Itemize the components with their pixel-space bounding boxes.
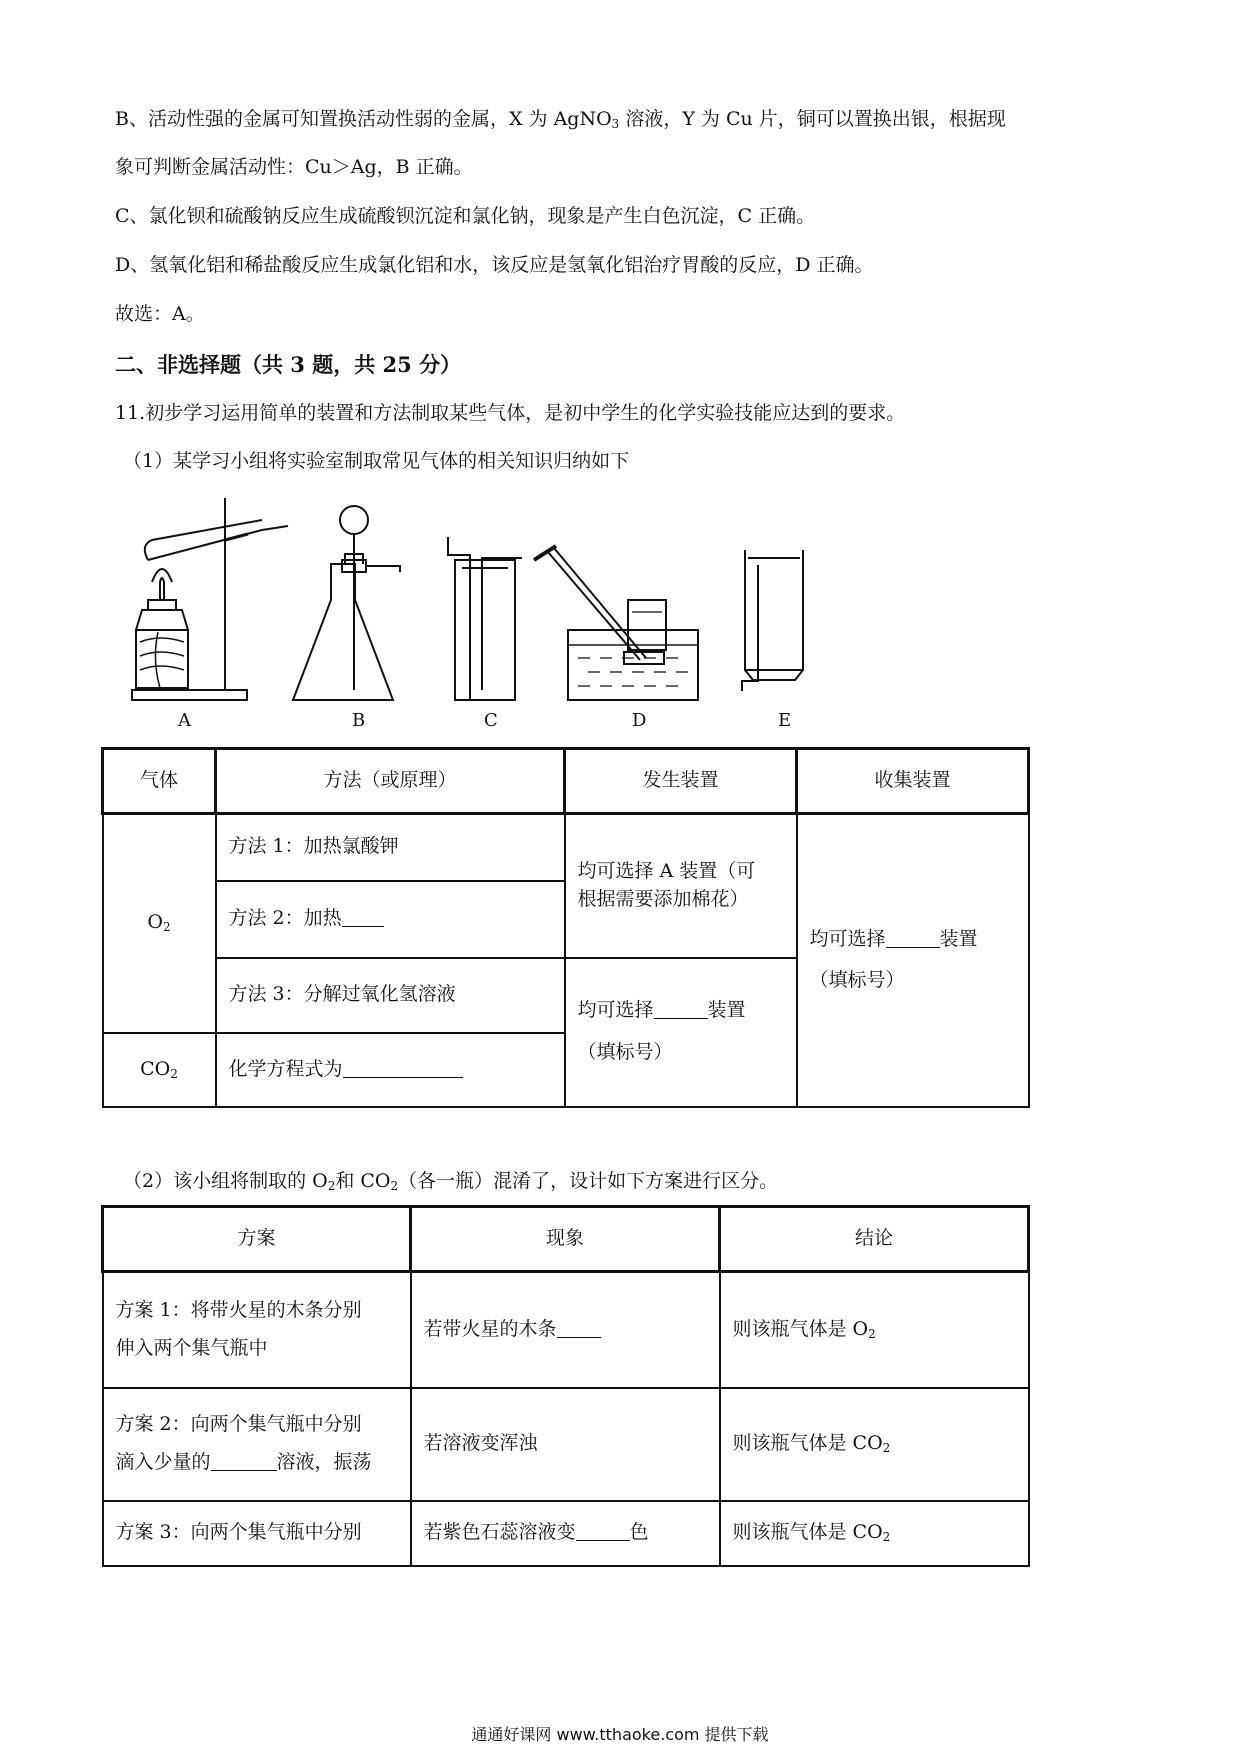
blank-row1-phenomenon[interactable] — [557, 1319, 601, 1338]
blank-collection[interactable] — [886, 929, 940, 948]
answer-line: 故选：A。 — [115, 303, 205, 325]
apparatus-label-a: A — [178, 710, 191, 731]
row3-phenomenon: 若紫色石蕊溶液变 色 — [411, 1501, 720, 1566]
cell-method-2: 方法 2：加热 — [216, 881, 565, 958]
cell-method-3: 方法 3：分解过氧化氢溶液 — [216, 958, 565, 1033]
part-1-intro: （1）某学习小组将实验室制取常见气体的相关知识归纳如下 — [123, 450, 630, 472]
option-c-line: C、氯化钡和硫酸钠反应生成硫酸钡沉淀和氯化钠，现象是产生白色沉淀，C 正确。 — [115, 205, 816, 227]
section-heading: 二、非选择题（共 3 题，共 25 分） — [115, 352, 462, 377]
row1-phenomenon: 若带火星的木条 — [411, 1272, 720, 1388]
row3-scheme: 方案 3：向两个集气瓶中分别 — [103, 1501, 411, 1566]
blank-row3-color[interactable] — [576, 1522, 630, 1541]
apparatus-a-icon — [132, 498, 288, 700]
header-gas: 气体 — [103, 749, 216, 814]
gas-preparation-table — [101, 747, 1030, 1108]
row1-conclusion: 则该瓶气体是 $O_2$ — [720, 1272, 1029, 1388]
question-11: 11.初步学习运用简单的装置和方法制取某些气体，是初中学生的化学实验技能应达到的要求。 — [115, 402, 906, 424]
header-scheme: 方案 — [103, 1207, 411, 1272]
header-generation: 发生装置 — [565, 749, 797, 814]
gas-identification-table — [101, 1205, 1030, 1567]
blank-row2-solution[interactable] — [211, 1452, 277, 1471]
apparatus-e-icon — [742, 550, 803, 691]
part-2-intro: （2）该小组将制取的 $O_2$和 $CO_2$（各一瓶）混淆了，设计如下方案进行区分。 — [123, 1170, 779, 1193]
header-collection: 收集装置 — [797, 749, 1029, 814]
row2-conclusion: 则该瓶气体是 $CO_2$ — [720, 1388, 1029, 1501]
header-method: 方法（或原理） — [216, 749, 565, 814]
option-d-line: D、氢氧化铝和稀盐酸反应生成氯化铝和水，该反应是氢氧化铝治疗胃酸的反应，D 正确。 — [115, 254, 874, 276]
apparatus-d-icon — [534, 546, 698, 700]
row2-phenomenon: 若溶液变浑浊 — [411, 1388, 720, 1501]
cell-co2: $CO_2$ — [103, 1033, 216, 1107]
apparatus-label-b: B — [352, 710, 366, 731]
cell-co2-method: 化学方程式为 — [216, 1033, 565, 1107]
cell-o2: $O_2$ — [103, 814, 216, 1033]
header-phenomenon: 现象 — [411, 1207, 720, 1272]
apparatus-figure — [0, 490, 1240, 740]
blank-equation[interactable] — [343, 1059, 463, 1078]
page-footer: 通通好课网 www.tthaoke.com 提供下载 — [471, 1725, 769, 1744]
apparatus-b-icon — [293, 506, 400, 700]
blank-method-2[interactable] — [342, 908, 384, 927]
cell-generation-b: 均可选择 装置 （填标号） — [565, 958, 797, 1107]
header-conclusion: 结论 — [720, 1207, 1029, 1272]
apparatus-label-d: D — [632, 710, 647, 731]
cell-method-1: 方法 1：加热氯酸钾 — [216, 814, 565, 881]
cell-generation-a: 均可选择 A 装置（可 根据需要添加棉花） — [565, 814, 797, 958]
cell-collection: 均可选择 装置 （填标号） — [797, 814, 1029, 1107]
apparatus-label-c: C — [484, 710, 498, 731]
blank-generation[interactable] — [654, 1000, 708, 1019]
option-b-line2: 象可判断金属活动性：Cu＞Ag，B 正确。 — [115, 156, 473, 178]
apparatus-c-icon — [448, 537, 522, 700]
row3-conclusion: 则该瓶气体是 $CO_2$ — [720, 1501, 1029, 1566]
row2-scheme: 方案 2：向两个集气瓶中分别 滴入少量的 溶液，振荡 — [103, 1388, 411, 1501]
apparatus-label-e: E — [778, 710, 792, 731]
row1-scheme: 方案 1：将带火星的木条分别 伸入两个集气瓶中 — [103, 1272, 411, 1388]
option-b-line1: B、活动性强的金属可知置换活动性弱的金属，X 为 AgNO$_3$ 溶液，Y 为 Cu 片，铜可以置换出银，根据现 — [115, 108, 1006, 131]
